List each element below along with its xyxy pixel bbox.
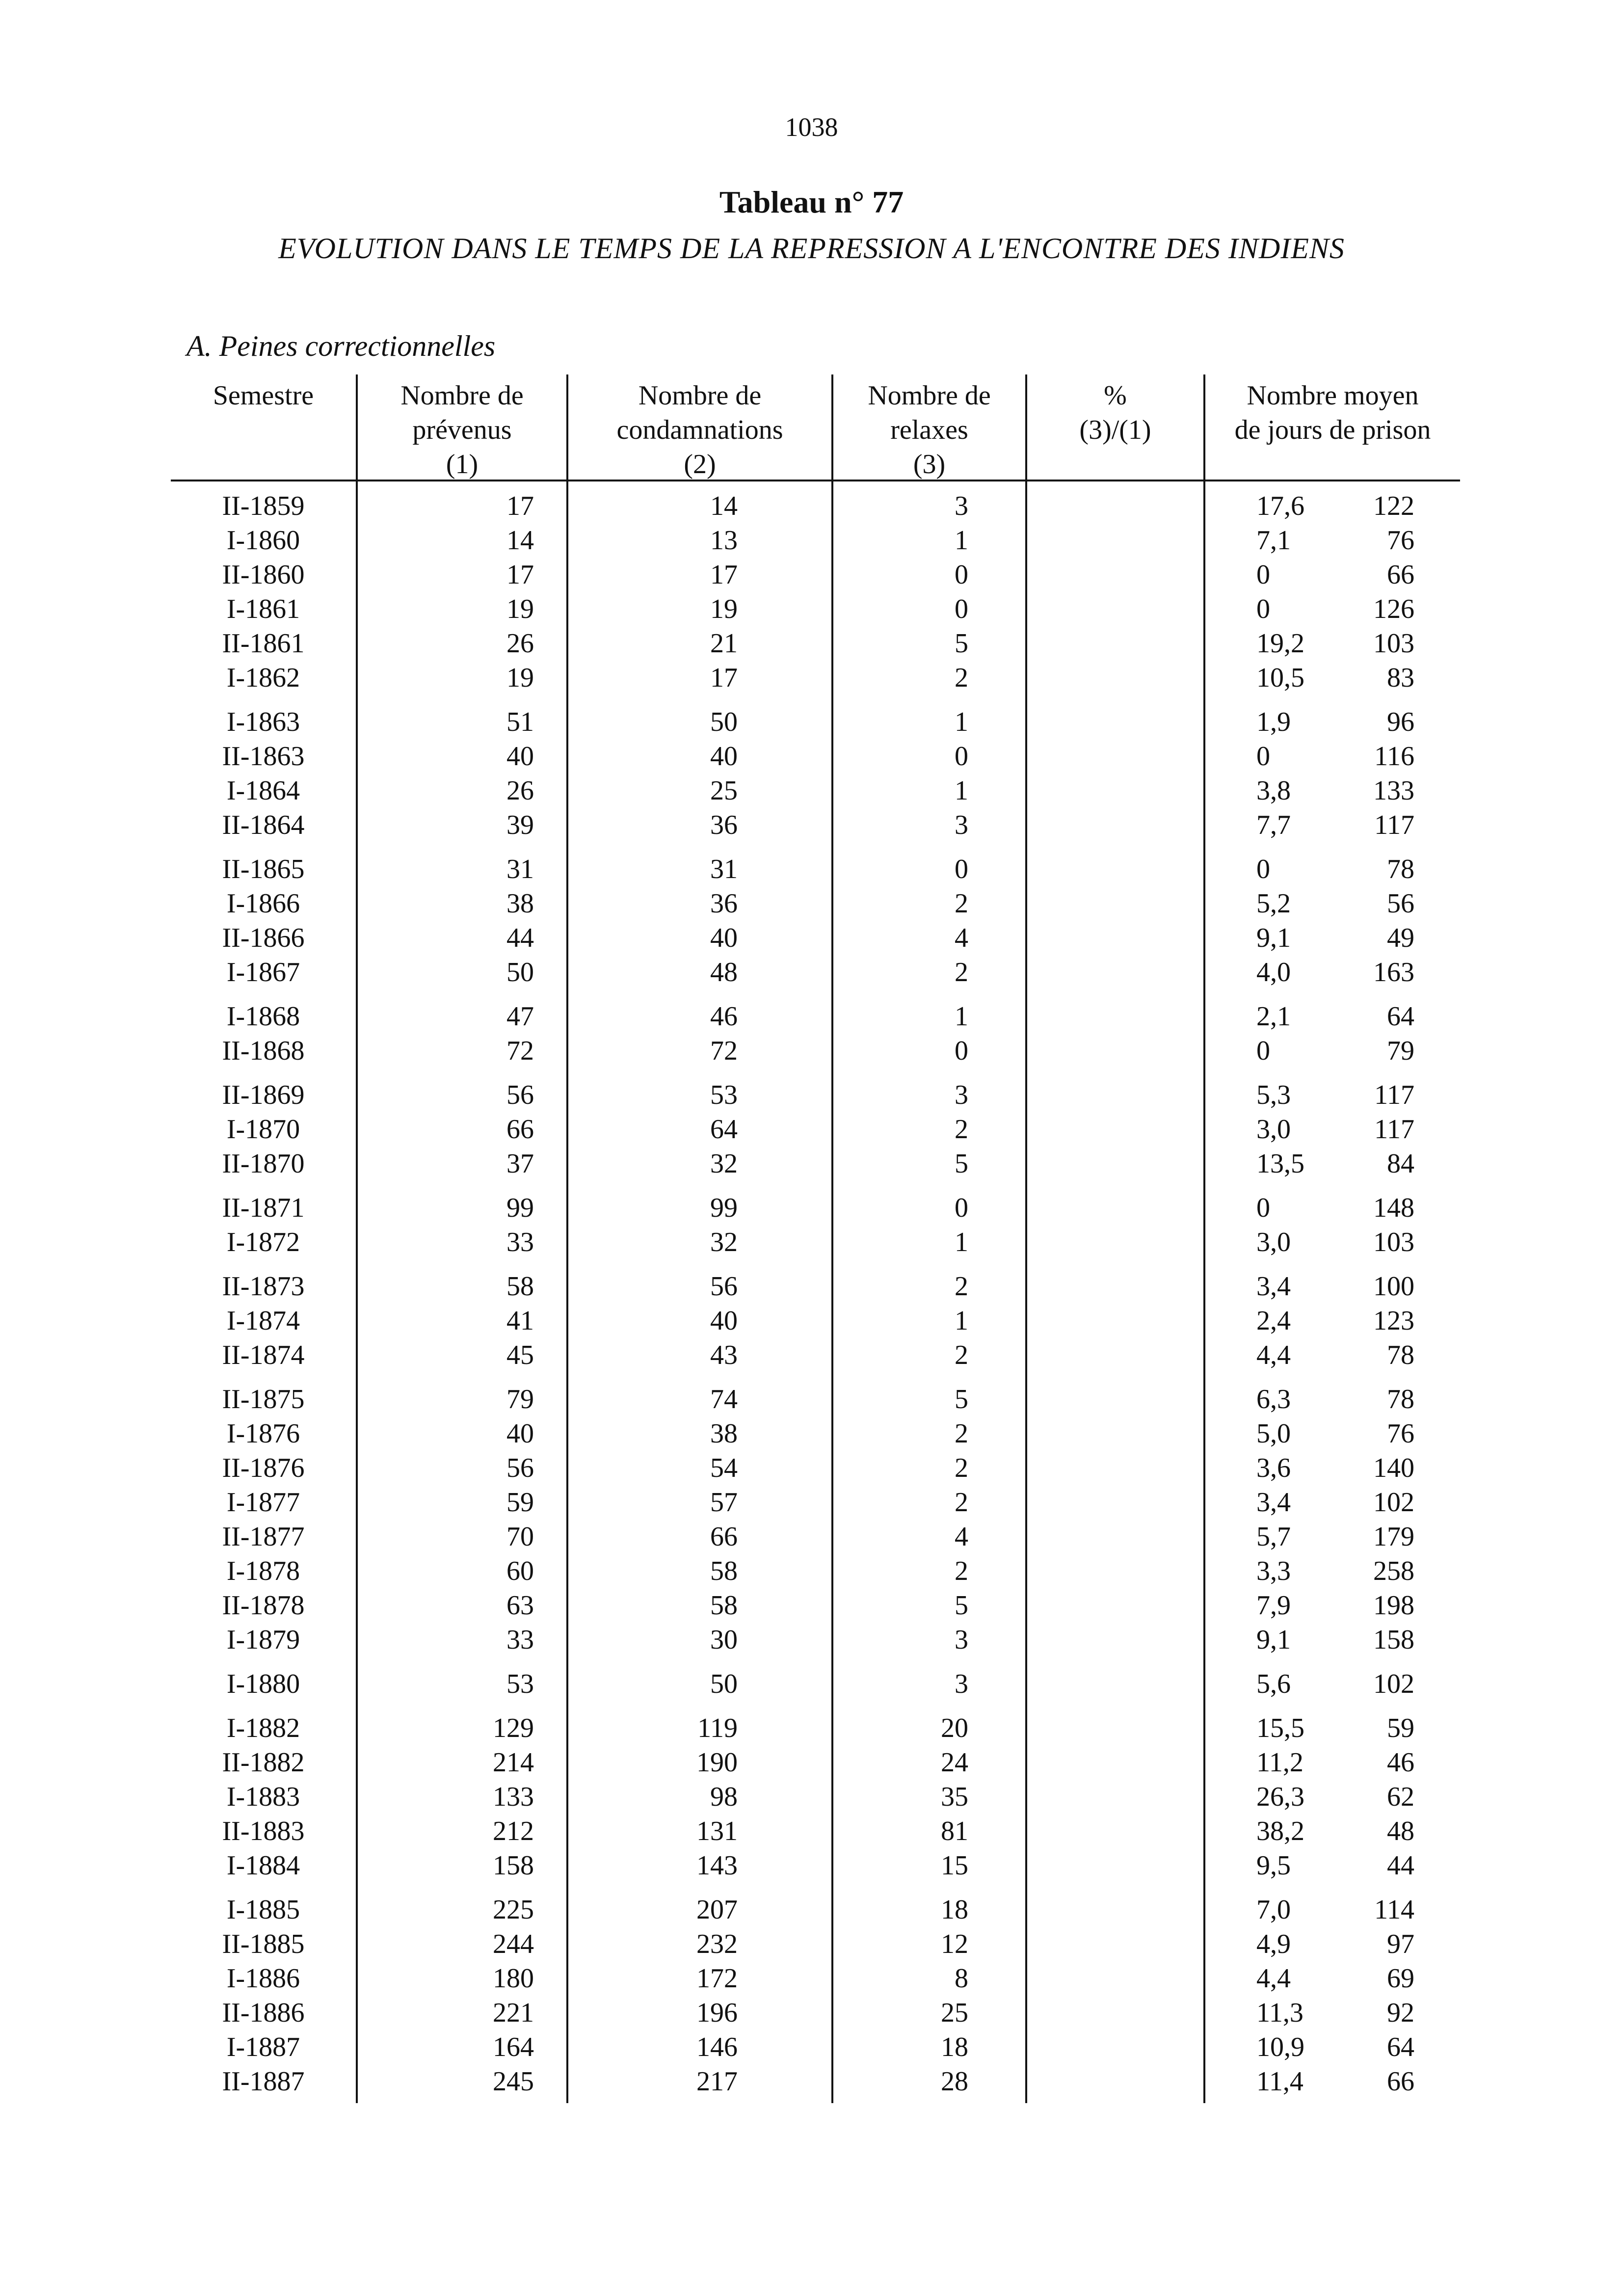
cell-semestre: II-1866: [222, 923, 305, 953]
cell-percent: 6,3: [1256, 1384, 1291, 1415]
cell-prevenus: 19: [506, 594, 534, 624]
cell-relaxes: 1: [955, 1001, 968, 1032]
cell-jours-prison: 198: [1373, 1590, 1414, 1621]
cell-relaxes: 5: [955, 1148, 968, 1179]
cell-prevenus: 33: [506, 1227, 534, 1257]
cell-condamnations: 14: [710, 491, 738, 521]
cell-prevenus: 44: [506, 923, 534, 953]
cell-relaxes: 2: [955, 663, 968, 693]
cell-relaxes: 5: [955, 1384, 968, 1415]
cell-percent: 5,3: [1256, 1080, 1291, 1110]
cell-semestre: II-1877: [222, 1522, 305, 1552]
header-relaxes: [833, 378, 1025, 480]
cell-percent: 0: [1256, 1193, 1270, 1223]
cell-prevenus: 14: [506, 525, 534, 556]
cell-semestre: II-1875: [222, 1384, 305, 1415]
cell-condamnations: 40: [710, 741, 738, 772]
cell-semestre: I-1867: [226, 957, 300, 988]
cell-prevenus: 180: [493, 1963, 534, 1994]
column-divider: [1025, 374, 1027, 2103]
cell-jours-prison: 84: [1387, 1148, 1414, 1179]
cell-relaxes: 0: [955, 741, 968, 772]
cell-condamnations: 31: [710, 854, 738, 884]
cell-prevenus: 158: [493, 1850, 534, 1881]
cell-relaxes: 2: [955, 957, 968, 988]
cell-jours-prison: 126: [1373, 594, 1414, 624]
cell-jours-prison: 64: [1387, 1001, 1414, 1032]
cell-relaxes: 2: [955, 888, 968, 919]
table-title: Tableau n° 77: [719, 185, 904, 219]
cell-condamnations: 58: [710, 1556, 738, 1586]
cell-prevenus: 129: [493, 1713, 534, 1743]
cell-semestre: I-1879: [226, 1625, 300, 1655]
cell-prevenus: 45: [506, 1340, 534, 1370]
header-line: Nombre moyen: [1247, 380, 1419, 411]
cell-condamnations: 32: [710, 1227, 738, 1257]
cell-condamnations: 207: [696, 1895, 738, 1925]
cell-semestre: II-1868: [222, 1036, 305, 1066]
cell-percent: 7,9: [1256, 1590, 1291, 1621]
cell-relaxes: 2: [955, 1556, 968, 1586]
cell-percent: 7,7: [1256, 810, 1291, 840]
cell-prevenus: 225: [493, 1895, 534, 1925]
cell-relaxes: 5: [955, 628, 968, 659]
cell-jours-prison: 179: [1373, 1522, 1414, 1552]
cell-semestre: II-1883: [222, 1816, 305, 1846]
cell-semestre: II-1886: [222, 1998, 305, 2028]
cell-semestre: I-1872: [226, 1227, 300, 1257]
cell-jours-prison: 79: [1387, 1036, 1414, 1066]
cell-prevenus: 214: [493, 1747, 534, 1778]
cell-relaxes: 25: [941, 1998, 968, 2028]
cell-jours-prison: 59: [1387, 1713, 1414, 1743]
cell-prevenus: 33: [506, 1625, 534, 1655]
cell-prevenus: 56: [506, 1080, 534, 1110]
cell-prevenus: 63: [506, 1590, 534, 1621]
cell-jours-prison: 48: [1387, 1816, 1414, 1846]
cell-percent: 5,7: [1256, 1522, 1291, 1552]
cell-percent: 0: [1256, 1036, 1270, 1066]
cell-jours-prison: 46: [1387, 1747, 1414, 1778]
cell-condamnations: 36: [710, 888, 738, 919]
cell-semestre: II-1864: [222, 810, 305, 840]
cell-jours-prison: 78: [1387, 854, 1414, 884]
header-condamnations: [568, 378, 831, 480]
cell-condamnations: 25: [710, 775, 738, 806]
column-divider: [1203, 374, 1205, 2103]
cell-condamnations: 172: [696, 1963, 738, 1994]
column-divider: [356, 374, 358, 2103]
cell-jours-prison: 102: [1373, 1487, 1414, 1518]
header-prevenus: [358, 378, 566, 480]
cell-percent: 0: [1256, 594, 1270, 624]
cell-semestre: II-1859: [222, 491, 305, 521]
cell-percent: 4,9: [1256, 1929, 1291, 1959]
cell-prevenus: 19: [506, 663, 534, 693]
cell-prevenus: 40: [506, 1418, 534, 1449]
cell-condamnations: 56: [710, 1271, 738, 1302]
cell-condamnations: 143: [696, 1850, 738, 1881]
cell-relaxes: 35: [941, 1782, 968, 1812]
cell-percent: 2,4: [1256, 1306, 1291, 1336]
cell-condamnations: 72: [710, 1036, 738, 1066]
cell-percent: 11,3: [1256, 1998, 1304, 2028]
header-jours-prison: [1205, 378, 1460, 477]
cell-prevenus: 245: [493, 2066, 534, 2097]
cell-jours-prison: 76: [1387, 525, 1414, 556]
cell-jours-prison: 163: [1373, 957, 1414, 988]
cell-prevenus: 244: [493, 1929, 534, 1959]
cell-relaxes: 2: [955, 1453, 968, 1483]
cell-relaxes: 3: [955, 1080, 968, 1110]
cell-percent: 3,0: [1256, 1114, 1291, 1145]
header-line: prévenus: [412, 415, 512, 445]
cell-prevenus: 212: [493, 1816, 534, 1846]
section-title: A. Peines correctionnelles: [186, 330, 496, 362]
cell-semestre: I-1878: [226, 1556, 300, 1586]
cell-relaxes: 3: [955, 1669, 968, 1699]
cell-semestre: II-1882: [222, 1747, 305, 1778]
cell-prevenus: 17: [506, 491, 534, 521]
header-line: (3): [913, 449, 946, 480]
cell-relaxes: 1: [955, 707, 968, 737]
cell-relaxes: 0: [955, 1193, 968, 1223]
cell-condamnations: 64: [710, 1114, 738, 1145]
cell-percent: 38,2: [1256, 1816, 1304, 1846]
cell-relaxes: 12: [941, 1929, 968, 1959]
header-line: (2): [684, 449, 716, 480]
cell-condamnations: 30: [710, 1625, 738, 1655]
cell-percent: 3,4: [1256, 1271, 1291, 1302]
cell-semestre: I-1861: [226, 594, 300, 624]
cell-condamnations: 53: [710, 1080, 738, 1110]
header-line: Nombre de: [638, 380, 762, 411]
cell-jours-prison: 83: [1387, 663, 1414, 693]
cell-jours-prison: 123: [1373, 1306, 1414, 1336]
cell-percent: 5,2: [1256, 888, 1291, 919]
header-line: relaxes: [890, 415, 968, 445]
cell-jours-prison: 122: [1373, 491, 1414, 521]
cell-prevenus: 59: [506, 1487, 534, 1518]
cell-percent: 7,0: [1256, 1895, 1291, 1925]
cell-condamnations: 50: [710, 1669, 738, 1699]
cell-condamnations: 48: [710, 957, 738, 988]
page-number: 1038: [785, 112, 838, 142]
cell-jours-prison: 97: [1387, 1929, 1414, 1959]
cell-semestre: II-1861: [222, 628, 305, 659]
cell-semestre: I-1887: [226, 2032, 300, 2062]
cell-relaxes: 0: [955, 594, 968, 624]
cell-prevenus: 66: [506, 1114, 534, 1145]
cell-jours-prison: 148: [1373, 1193, 1414, 1223]
cell-percent: 4,0: [1256, 957, 1291, 988]
cell-semestre: I-1870: [226, 1114, 300, 1145]
cell-percent: 19,2: [1256, 628, 1304, 659]
cell-semestre: II-1887: [222, 2066, 305, 2097]
cell-semestre: I-1863: [226, 707, 300, 737]
cell-percent: 4,4: [1256, 1340, 1291, 1370]
cell-prevenus: 53: [506, 1669, 534, 1699]
cell-semestre: II-1878: [222, 1590, 305, 1621]
cell-prevenus: 72: [506, 1036, 534, 1066]
cell-condamnations: 32: [710, 1148, 738, 1179]
cell-percent: 9,5: [1256, 1850, 1291, 1881]
cell-prevenus: 26: [506, 775, 534, 806]
cell-percent: 26,3: [1256, 1782, 1304, 1812]
cell-condamnations: 38: [710, 1418, 738, 1449]
cell-condamnations: 13: [710, 525, 738, 556]
cell-relaxes: 3: [955, 810, 968, 840]
header-line: Nombre de: [400, 380, 524, 411]
cell-relaxes: 5: [955, 1590, 968, 1621]
cell-jours-prison: 100: [1373, 1271, 1414, 1302]
cell-prevenus: 40: [506, 741, 534, 772]
cell-condamnations: 17: [710, 663, 738, 693]
cell-condamnations: 43: [710, 1340, 738, 1370]
cell-jours-prison: 49: [1387, 923, 1414, 953]
cell-relaxes: 1: [955, 525, 968, 556]
cell-prevenus: 58: [506, 1271, 534, 1302]
cell-percent: 3,3: [1256, 1556, 1291, 1586]
cell-prevenus: 51: [506, 707, 534, 737]
cell-condamnations: 232: [696, 1929, 738, 1959]
header-line: Nombre de: [868, 380, 991, 411]
cell-condamnations: 40: [710, 923, 738, 953]
cell-semestre: II-1865: [222, 854, 305, 884]
header-line: condamnations: [616, 415, 783, 445]
column-divider: [831, 374, 833, 2103]
cell-percent: 9,1: [1256, 923, 1291, 953]
cell-semestre: I-1883: [226, 1782, 300, 1812]
header-line: (1): [446, 449, 479, 480]
cell-percent: 13,5: [1256, 1148, 1304, 1179]
cell-condamnations: 21: [710, 628, 738, 659]
cell-semestre: I-1885: [226, 1895, 300, 1925]
cell-relaxes: 1: [955, 775, 968, 806]
cell-jours-prison: 66: [1387, 2066, 1414, 2097]
cell-condamnations: 196: [696, 1998, 738, 2028]
cell-condamnations: 36: [710, 810, 738, 840]
cell-condamnations: 146: [696, 2032, 738, 2062]
cell-condamnations: 54: [710, 1453, 738, 1483]
cell-percent: 0: [1256, 854, 1270, 884]
cell-relaxes: 0: [955, 560, 968, 590]
cell-prevenus: 164: [493, 2032, 534, 2062]
cell-prevenus: 37: [506, 1148, 534, 1179]
cell-percent: 0: [1256, 560, 1270, 590]
cell-semestre: II-1860: [222, 560, 305, 590]
cell-prevenus: 60: [506, 1556, 534, 1586]
header-semestre: [171, 378, 356, 477]
cell-jours-prison: 92: [1387, 1998, 1414, 2028]
cell-jours-prison: 96: [1387, 707, 1414, 737]
cell-condamnations: 98: [710, 1782, 738, 1812]
table-subtitle: EVOLUTION DANS LE TEMPS DE LA REPRESSION A L'ENCONTRE DES INDIENS: [278, 232, 1345, 265]
cell-condamnations: 46: [710, 1001, 738, 1032]
cell-relaxes: 2: [955, 1114, 968, 1145]
column-divider: [566, 374, 568, 2103]
cell-relaxes: 4: [955, 1522, 968, 1552]
cell-relaxes: 1: [955, 1227, 968, 1257]
cell-jours-prison: 64: [1387, 2032, 1414, 2062]
cell-percent: 4,4: [1256, 1963, 1291, 1994]
cell-relaxes: 2: [955, 1340, 968, 1370]
cell-prevenus: 26: [506, 628, 534, 659]
cell-prevenus: 56: [506, 1453, 534, 1483]
cell-percent: 15,5: [1256, 1713, 1304, 1743]
cell-relaxes: 1: [955, 1306, 968, 1336]
cell-condamnations: 217: [696, 2066, 738, 2097]
cell-jours-prison: 116: [1374, 741, 1414, 772]
header-percent: [1027, 378, 1203, 477]
cell-jours-prison: 117: [1374, 1080, 1414, 1110]
cell-percent: 0: [1256, 741, 1270, 772]
cell-relaxes: 2: [955, 1418, 968, 1449]
cell-semestre: II-1873: [222, 1271, 305, 1302]
cell-jours-prison: 258: [1373, 1556, 1414, 1586]
cell-percent: 10,5: [1256, 663, 1304, 693]
cell-prevenus: 47: [506, 1001, 534, 1032]
cell-semestre: I-1877: [226, 1487, 300, 1518]
cell-jours-prison: 103: [1373, 1227, 1414, 1257]
cell-prevenus: 50: [506, 957, 534, 988]
cell-percent: 5,0: [1256, 1418, 1291, 1449]
cell-condamnations: 58: [710, 1590, 738, 1621]
cell-semestre: II-1870: [222, 1148, 305, 1179]
header-line: de jours de prison: [1234, 415, 1431, 445]
cell-relaxes: 2: [955, 1271, 968, 1302]
cell-percent: 2,1: [1256, 1001, 1291, 1032]
cell-percent: 11,4: [1256, 2066, 1304, 2097]
cell-semestre: I-1886: [226, 1963, 300, 1994]
cell-condamnations: 190: [696, 1747, 738, 1778]
cell-semestre: I-1866: [226, 888, 300, 919]
cell-relaxes: 81: [941, 1816, 968, 1846]
cell-percent: 7,1: [1256, 525, 1291, 556]
cell-semestre: II-1885: [222, 1929, 305, 1959]
cell-condamnations: 19: [710, 594, 738, 624]
cell-prevenus: 39: [506, 810, 534, 840]
cell-jours-prison: 102: [1373, 1669, 1414, 1699]
header-line: Semestre: [213, 380, 314, 411]
cell-relaxes: 2: [955, 1487, 968, 1518]
cell-semestre: I-1884: [226, 1850, 300, 1881]
cell-condamnations: 131: [696, 1816, 738, 1846]
cell-condamnations: 119: [697, 1713, 738, 1743]
cell-semestre: II-1863: [222, 741, 305, 772]
cell-percent: 10,9: [1256, 2032, 1304, 2062]
cell-relaxes: 8: [955, 1963, 968, 1994]
cell-prevenus: 79: [506, 1384, 534, 1415]
cell-semestre: II-1869: [222, 1080, 305, 1110]
cell-relaxes: 20: [941, 1713, 968, 1743]
cell-relaxes: 4: [955, 923, 968, 953]
cell-condamnations: 57: [710, 1487, 738, 1518]
cell-percent: 9,1: [1256, 1625, 1291, 1655]
cell-relaxes: 3: [955, 1625, 968, 1655]
cell-condamnations: 40: [710, 1306, 738, 1336]
cell-relaxes: 24: [941, 1747, 968, 1778]
cell-semestre: II-1876: [222, 1453, 305, 1483]
cell-semestre: I-1864: [226, 775, 300, 806]
cell-percent: 11,2: [1256, 1747, 1304, 1778]
cell-condamnations: 74: [710, 1384, 738, 1415]
data-table: [171, 374, 1460, 2103]
cell-jours-prison: 117: [1374, 810, 1414, 840]
cell-jours-prison: 69: [1387, 1963, 1414, 1994]
cell-jours-prison: 103: [1373, 628, 1414, 659]
cell-jours-prison: 133: [1373, 775, 1414, 806]
cell-semestre: I-1860: [226, 525, 300, 556]
cell-jours-prison: 44: [1387, 1850, 1414, 1881]
cell-jours-prison: 140: [1373, 1453, 1414, 1483]
cell-percent: 5,6: [1256, 1669, 1291, 1699]
cell-prevenus: 221: [493, 1998, 534, 2028]
cell-semestre: I-1874: [226, 1306, 300, 1336]
cell-prevenus: 17: [506, 560, 534, 590]
cell-relaxes: 0: [955, 1036, 968, 1066]
cell-jours-prison: 56: [1387, 888, 1414, 919]
cell-jours-prison: 117: [1374, 1114, 1414, 1145]
cell-prevenus: 70: [506, 1522, 534, 1552]
cell-percent: 3,8: [1256, 775, 1291, 806]
cell-semestre: I-1868: [226, 1001, 300, 1032]
cell-relaxes: 18: [941, 1895, 968, 1925]
cell-relaxes: 28: [941, 2066, 968, 2097]
cell-relaxes: 18: [941, 2032, 968, 2062]
cell-prevenus: 99: [506, 1193, 534, 1223]
cell-percent: 3,6: [1256, 1453, 1291, 1483]
cell-condamnations: 66: [710, 1522, 738, 1552]
cell-condamnations: 99: [710, 1193, 738, 1223]
cell-semestre: I-1876: [226, 1418, 300, 1449]
cell-percent: 3,4: [1256, 1487, 1291, 1518]
cell-jours-prison: 76: [1387, 1418, 1414, 1449]
cell-jours-prison: 158: [1373, 1625, 1414, 1655]
cell-semestre: II-1871: [222, 1193, 305, 1223]
cell-jours-prison: 78: [1387, 1340, 1414, 1370]
header-line: %: [1104, 380, 1127, 411]
cell-jours-prison: 114: [1374, 1895, 1414, 1925]
cell-prevenus: 133: [493, 1782, 534, 1812]
cell-condamnations: 17: [710, 560, 738, 590]
cell-jours-prison: 78: [1387, 1384, 1414, 1415]
cell-relaxes: 3: [955, 491, 968, 521]
cell-jours-prison: 62: [1387, 1782, 1414, 1812]
cell-semestre: II-1874: [222, 1340, 305, 1370]
cell-prevenus: 38: [506, 888, 534, 919]
cell-percent: 1,9: [1256, 707, 1291, 737]
cell-semestre: I-1882: [226, 1713, 300, 1743]
cell-relaxes: 15: [941, 1850, 968, 1881]
cell-relaxes: 0: [955, 854, 968, 884]
cell-percent: 17,6: [1256, 491, 1304, 521]
cell-jours-prison: 66: [1387, 560, 1414, 590]
cell-condamnations: 50: [710, 707, 738, 737]
cell-semestre: I-1880: [226, 1669, 300, 1699]
cell-prevenus: 41: [506, 1306, 534, 1336]
cell-prevenus: 31: [506, 854, 534, 884]
header-line: (3)/(1): [1079, 415, 1151, 445]
cell-semestre: I-1862: [226, 663, 300, 693]
cell-percent: 3,0: [1256, 1227, 1291, 1257]
